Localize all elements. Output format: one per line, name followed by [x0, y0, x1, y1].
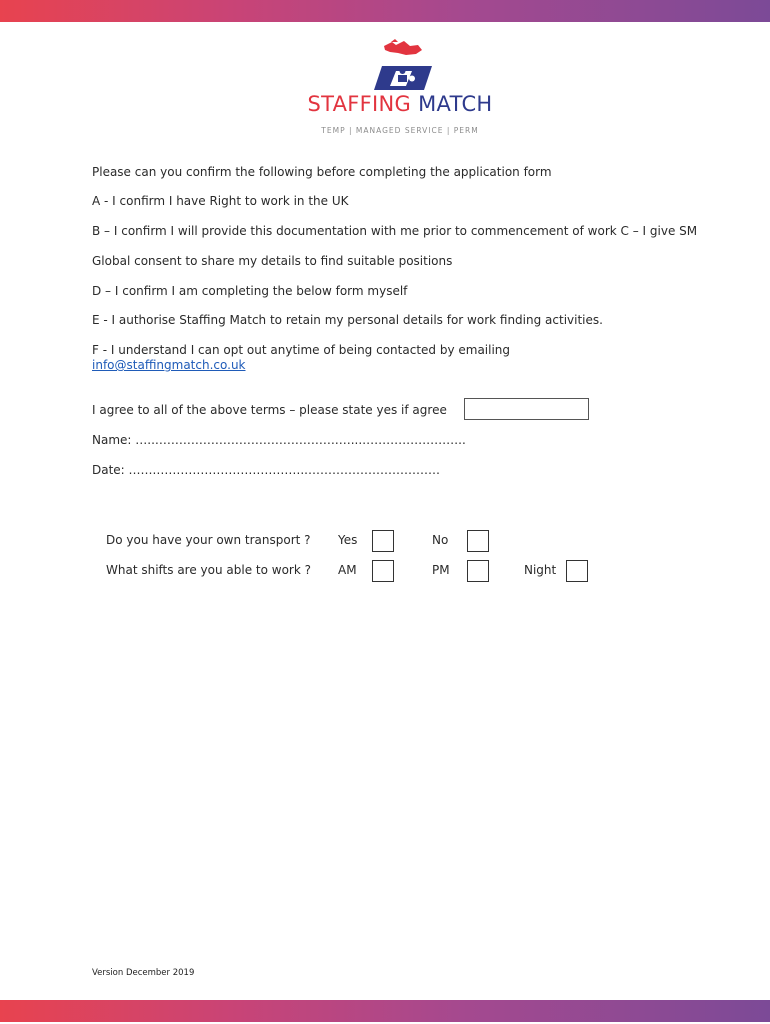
transport-yes-label: Yes [338, 533, 358, 547]
shift-pm-label: PM [432, 563, 450, 577]
bottom-gradient-band [0, 1000, 770, 1022]
agree-label: I agree to all of the above terms – please state yes if agree [92, 403, 447, 417]
shift-night-label: Night [524, 563, 557, 577]
puzzle-logo-icon [300, 38, 500, 94]
intro-heading: Please can you confirm the following before completing the application form [92, 165, 552, 179]
top-gradient-band [0, 0, 770, 22]
item-a: A - I confirm I have Right to work in the UK [92, 194, 349, 208]
transport-no-checkbox[interactable] [467, 530, 489, 552]
logo-wordmark: STAFFING MATCH [307, 92, 493, 116]
item-d: D – I confirm I am completing the below form myself [92, 284, 408, 298]
version-footer: Version December 2019 [92, 968, 195, 978]
item-f: F - I understand I can opt out anytime of being contacted by emailing [92, 343, 511, 357]
shift-night-checkbox[interactable] [566, 560, 588, 582]
item-b: B – I confirm I will provide this documentation with me prior to commencement of work C – I give SM [92, 224, 698, 238]
item-b-continued: Global consent to share my details to find suitable positions [92, 254, 453, 268]
transport-question: Do you have your own transport ? [106, 533, 311, 547]
staffing-match-logo [300, 38, 500, 138]
item-e: E - I authorise Staffing Match to retain my personal details for work finding activities. [92, 313, 603, 327]
shift-am-checkbox[interactable] [372, 560, 394, 582]
logo-tagline: TEMP | MANAGED SERVICE | PERM [321, 126, 479, 135]
agree-input[interactable] [464, 398, 589, 420]
shifts-question: What shifts are you able to work ? [106, 563, 311, 577]
transport-no-label: No [432, 533, 449, 547]
shift-pm-checkbox[interactable] [467, 560, 489, 582]
transport-yes-checkbox[interactable] [372, 530, 394, 552]
email-link[interactable]: info@staffingmatch.co.uk [92, 358, 246, 372]
name-field[interactable]: Name: …..……………………………………….…...…………………….. [92, 433, 466, 447]
shift-am-label: AM [338, 563, 357, 577]
date-field[interactable]: Date: …….………………………………..…………………………… [92, 463, 440, 477]
